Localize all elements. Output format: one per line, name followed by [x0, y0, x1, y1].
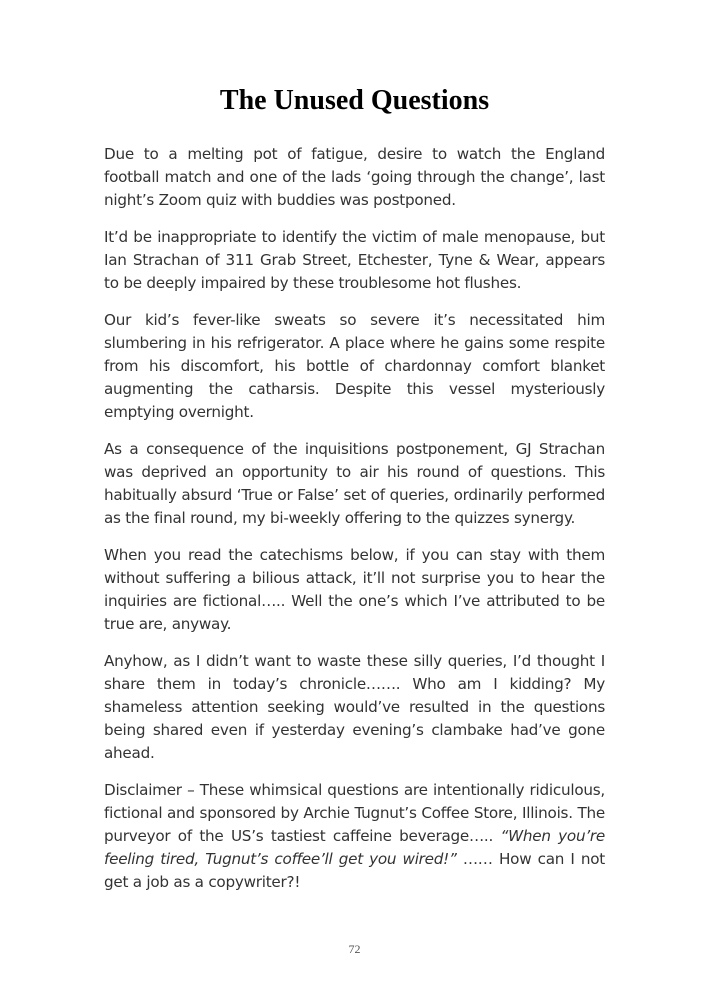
paragraph-3: Our kid’s fever-like sweats so severe it’s necessitated him slumbering in his refrigerator. A place where he gains some respite from his discomfort, his bottle of chardonnay comfort blanket augmenting the catharsis. Despite this vessel mysteriously emptying overnight. [104, 311, 605, 421]
paragraph-2: It’d be inappropriate to identify the victim of male menopause, but Ian Strachan of 311 Grab Street, Etchester, Tyne & Wear, appears to be deeply impaired by these troublesome hot flushes. [104, 228, 605, 292]
page-number: 72 [348, 942, 361, 956]
disclaimer-paragraph [104, 779, 605, 894]
paragraph-1: Due to a melting pot of fatigue, desire to watch the England football match and one of the lads ‘going through the change’, last night’s Zoom quiz with buddies was postponed. [104, 145, 605, 209]
paragraph-6: Anyhow, as I didn’t want to waste these silly queries, I’d thought I share them in today’s chronicle……. Who am I kidding? My shameless attention seeking would’ve resulted in the questions being shared even if yesterday evening’s clambake had’ve gone ahead. [104, 652, 605, 762]
paragraph-5: When you read the catechisms below, if you can stay with them without suffering a bilious attack, it’ll not surprise you to hear the inquiries are fictional….. Well the one’s which I’ve attributed to be true are, anyway. [104, 546, 605, 633]
disclaimer-closing: …… How can I not get a job as a copywriter?! [104, 850, 606, 891]
page-title: The Unused Questions [219, 85, 490, 116]
disclaimer-text: Disclaimer – These whimsical questions are intentionally ridiculous, fictional and sponsored by Archie Tugnut’s Coffee Store, Illinois. The purveyor of the US’s tastiest caffeine beverage….. [104, 781, 605, 845]
body-text [104, 143, 605, 908]
slogan-quote: “When you’re feeling tired, Tugnut’s coffee’ll get you wired!” [104, 827, 605, 868]
paragraph-4: As a consequence of the inquisitions postponement, GJ Strachan was deprived an opportunity to air his round of questions. This habitually absurd ‘True or False’ set of queries, ordinarily performed as the final round, my bi-weekly offering to the quizzes synergy. [104, 440, 605, 527]
